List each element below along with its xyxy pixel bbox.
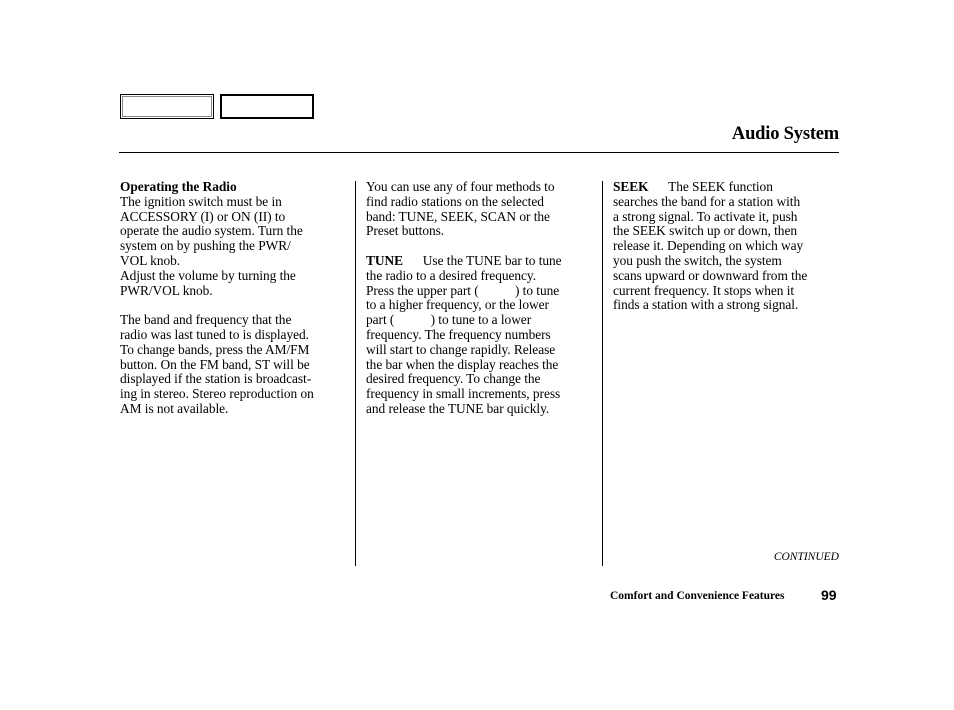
footer-section-title: Comfort and Convenience Features: [610, 590, 785, 602]
text-line: the SEEK switch up or down, then: [613, 223, 797, 239]
run-in-heading: TUNE: [366, 252, 404, 268]
text-column-3: [613, 180, 839, 313]
text-column-1: [120, 180, 348, 417]
text-line: band: TUNE, SEEK, SCAN or the: [366, 208, 550, 224]
text-line: will start to change rapidly. Release: [366, 341, 556, 357]
text-line: scans upward or downward from the: [613, 267, 808, 283]
text-line: The band and frequency that the: [120, 312, 292, 328]
text-line: a strong signal. To activate it, push: [613, 208, 798, 224]
next-section-button[interactable]: [220, 94, 314, 119]
continued-note: CONTINUED: [773, 551, 839, 563]
text-line: operate the audio system. Turn the: [120, 223, 303, 239]
previous-section-button[interactable]: [120, 94, 214, 119]
text-line: current frequency. It stops when it: [613, 282, 795, 298]
column-divider: [602, 181, 603, 566]
text-line: release it. Depending on which way: [613, 238, 804, 254]
text-line: finds a station with a strong signal.: [613, 297, 799, 313]
text-line: You can use any of four methods to: [366, 179, 555, 194]
text-line: searches the band for a station with: [613, 193, 801, 209]
text-line: displayed if the station is broadcast-: [120, 371, 312, 387]
text-line: Press the upper part ( ) to tune: [366, 282, 560, 298]
text-line: button. On the FM band, ST will be: [120, 356, 310, 372]
text-line: AM is not available.: [120, 400, 229, 416]
run-in-heading: SEEK: [613, 179, 649, 194]
page-title: Audio System: [731, 124, 839, 144]
text-line: ing in stereo. Stereo reproduction on: [120, 386, 314, 402]
text-line: The ignition switch must be in: [120, 193, 282, 209]
text-line: the bar when the display reaches the: [366, 356, 559, 372]
text-line: [613, 180, 839, 195]
text-line: PWR/VOL knob.: [120, 282, 213, 298]
text-column-2: [366, 180, 594, 417]
header-rule: [119, 152, 839, 153]
text-line: you push the switch, the system: [613, 252, 782, 268]
text-run: The SEEK function: [648, 179, 773, 194]
text-line: radio was last tuned to is displayed.: [120, 326, 309, 342]
text-line: system on by pushing the PWR/: [120, 238, 291, 254]
column-divider: [355, 181, 356, 566]
text-line: frequency. The frequency numbers: [366, 326, 551, 342]
text-line: part ( ) to tune to a lower: [366, 312, 532, 328]
text-line: Operating the Radio: [120, 179, 237, 194]
text-line: Preset buttons.: [366, 223, 445, 239]
text-line: desired frequency. To change the: [366, 371, 541, 387]
text-line: [366, 254, 594, 269]
page-number: 99: [821, 587, 837, 603]
text-run: Use the TUNE bar to tune: [403, 252, 562, 268]
text-line: To change bands, press the AM/FM: [120, 341, 310, 357]
text-line: find radio stations on the selected: [366, 193, 544, 209]
text-line: Adjust the volume by turning the: [120, 267, 296, 283]
text-line: ACCESSORY (I) or ON (II) to: [120, 208, 286, 224]
text-line: and release the TUNE bar quickly.: [366, 400, 550, 416]
text-line: the radio to a desired frequency.: [366, 267, 536, 283]
paragraph-gap: [120, 298, 348, 313]
paragraph-gap: [366, 239, 594, 254]
text-line: to a higher frequency, or the lower: [366, 297, 549, 313]
text-line: VOL knob.: [120, 252, 181, 268]
text-line: frequency in small increments, press: [366, 386, 561, 402]
